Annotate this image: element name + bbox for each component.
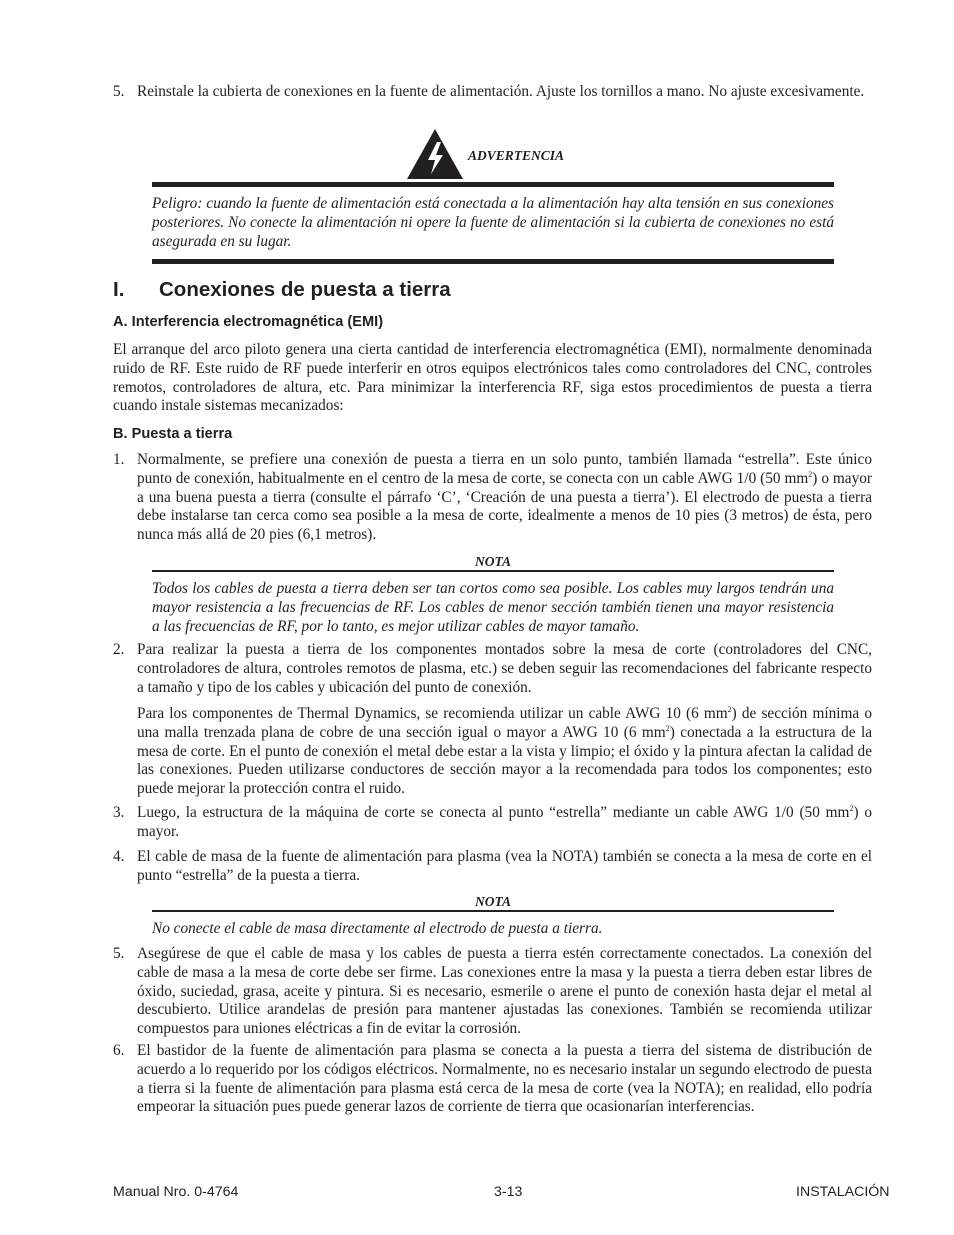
list-item-2-paragraph <box>113 705 872 799</box>
warning-title: ADVERTENCIA <box>468 148 565 163</box>
list-item-5-top <box>113 83 872 102</box>
list-text: El cable de masa de la fuente de alimentación para plasma (vea la NOTA) también se conecta a la mesa de corte en el punto “estrella” de la puesta a tierra. <box>137 848 872 884</box>
list-text: Para los componentes de Thermal Dynamics, se recomienda utilizar un cable AWG 10 (6 $mm^2$) de sección mínima o una malla trenzada plana de cobre de una sección igual o mayor a AWG 10 (6 $mm^2$) conectada a la estructura de la mesa de corte. En el punto de conexión el metal debe estar a la vista y limpio; el óxido y la pintura afectan la calidad de las conexiones. Pueden utilizarse conductores de sección mayor a la recomendada para todos los componentes; esto puede mejorar la protección contra el ruido. <box>137 704 872 798</box>
list-text: Reinstale la cubierta de conexiones en la fuente de alimentación. Ajuste los tornillos a mano. No ajuste excesivamente. <box>137 83 865 100</box>
list-number: 5. <box>113 83 125 100</box>
list-text: El bastidor de la fuente de alimentación para plasma se conecta a la puesta a tierra del sistema de distribución de acuerdo a lo requerido por los códigos eléctricos. Normalmente, no es necesario instalar un segundo electrodo de puesta a tierra si la fuente de alimentación para plasma está cerca de la mesa de corte (vea la NOTA); en realidad, ello podría empeorar la situación pues puede generar lazos de corriente de tierra que ocasionarían interferencias. <box>137 1042 872 1116</box>
list-item-6 <box>113 1042 872 1117</box>
note-title: NOTA <box>474 554 511 569</box>
list-item-2 <box>113 641 872 697</box>
list-text: Para realizar la puesta a tierra de los componentes montados sobre la mesa de corte (controladores del CNC, controladores de altura, controles remotos de plasma, etc.) se deben seguir las recomendaciones del fabricante respecto a tamaño y tipo de los cables y ubicación del punto de conexión. <box>137 641 872 696</box>
section-title: Conexiones de puesta a tierra <box>159 278 451 301</box>
list-text: Normalmente, se prefiere una conexión de puesta a tierra en un solo punto, también llamada “estrella”. Este único punto de conexión, habitualmente en el centro de la mesa de corte, se conecta con un cable AWG 1/0 (50 $mm^2$) o mayor a una buena puesta a tierra (consulte el párrafo ‘C’, ‘Creación de una puesta a tierra’). El electrodo de puesta a tierra debe instalarse tan cerca como sea posible a la mesa de corte, idealmente a menos de 10 pies (3 metros) de ésta, pero nunca más allá de 20 pies (6,1 metros). <box>137 451 872 544</box>
footer-manual-number: Manual Nro. 0-4764 <box>113 1184 239 1200</box>
list-number: 5. <box>113 945 125 962</box>
note-rule <box>152 570 834 572</box>
note-text: No conecte el cable de masa directamente al electrodo de puesta a tierra. <box>152 920 603 937</box>
section-heading <box>113 278 451 302</box>
warning-text: Peligro: cuando la fuente de alimentación está conectada a la alimentación hay alta tensión en sus conexiones posteriores. No conecte la alimentación ni opere la fuente de alimentación si la cubierta de conexiones no está asegurada en su lugar. <box>152 195 834 250</box>
footer-page-number: 3-13 <box>494 1184 523 1200</box>
list-number: 6. <box>113 1042 125 1059</box>
warning-bottom-rule <box>152 259 834 264</box>
subsection-b-heading: B. Puesta a tierra <box>113 426 233 442</box>
subsection-a-heading: A. Interferencia electromagnética (EMI) <box>113 314 384 330</box>
note-rule <box>152 910 834 912</box>
footer-section-name: INSTALACIÓN <box>796 1184 890 1200</box>
list-number: 4. <box>113 848 125 865</box>
list-number: 3. <box>113 804 125 821</box>
list-number: 1. <box>113 451 125 468</box>
high-voltage-warning-icon <box>406 128 464 180</box>
warning-top-rule <box>152 182 834 187</box>
list-item-1 <box>113 451 872 545</box>
list-text: Asegúrese de que el cable de masa y los cables de puesta a tierra estén correctamente conectados. La conexión del cable de masa a la mesa de corte debe ser firme. Las conexiones entre la masa y la puesta a tierra deben estar libres de óxido, suciedad, grasa, aceite y pintura. Si es necesario, esmerile o arene el punto de conexión hasta dejar el metal al descubierto. Utilice arandelas de presión para mantener ajustadas las conexiones. También se recomienda utilizar compuestos para uniones eléctricas a fin de evitar la corrosión. <box>137 945 872 1038</box>
note-title: NOTA <box>474 894 511 909</box>
list-number: 2. <box>113 641 125 658</box>
list-text: Luego, la estructura de la máquina de corte se conecta al punto “estrella” mediante un cable AWG 1/0 (50 $mm^2$) o mayor. <box>137 803 872 840</box>
list-item-4 <box>113 848 872 886</box>
list-item-5 <box>113 945 872 1039</box>
list-item-3 <box>113 804 872 842</box>
section-number: I. <box>113 278 125 301</box>
note-text: Todos los cables de puesta a tierra deben ser tan cortos como sea posible. Los cables muy largos tendrán una mayor resistencia a las frecuencias de RF. Los cables de menor sección también tienen una mayor resistencia a las frecuencias de RF, por lo tanto, es mejor utilizar cables de mayor tamaño. <box>152 580 834 635</box>
subsection-a-text: El arranque del arco piloto genera una cierta cantidad de interferencia electromagnética (EMI), normalmente denominada ruido de RF. Este ruido de RF puede interferir en otros equipos electrónicos tales como controladores del CNC, controles remotos, controladores de altura, etc. Para minimizar la interferencia RF, siga estos procedimientos de puesta a tierra cuando instale sistemas mecanizados: <box>113 341 872 415</box>
